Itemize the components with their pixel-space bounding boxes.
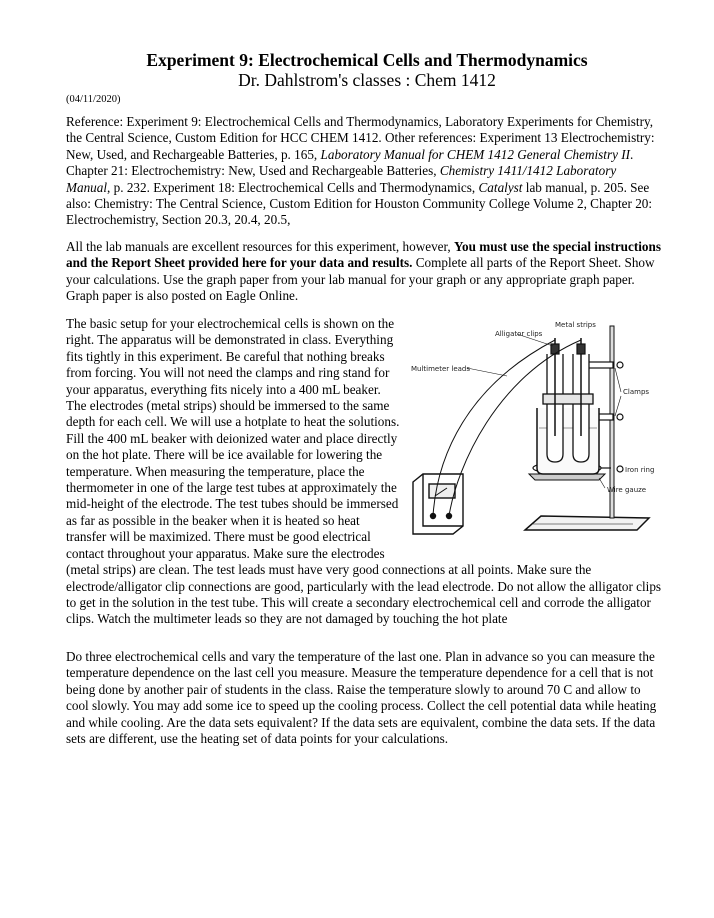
label-wire-gauze: Wire gauze — [607, 486, 647, 494]
reference-text: lab manual, p. 205. See also: Chemistry: The Central Science, Custom Edition for Houston Community College Volume 2, Chapter 20: Electrochemistry, Section 20.3, 20.4, 20.5, — [66, 179, 653, 228]
label-iron-ring: Iron ring — [625, 466, 655, 474]
page-subtitle: Dr. Dahlstrom's classes : Chem 1412 — [238, 70, 496, 90]
manuals-text: Complete all parts of the Report Sheet. Show your calculations. Use the graph paper from your lab manual for your graph or any appropriate graph paper. Graph paper is also posted on Eagle Online. — [66, 255, 655, 304]
manuals-text: All the lab manuals are excellent resources for this experiment, however, — [66, 239, 454, 254]
three-cells-paragraph — [66, 649, 663, 747]
stand-base — [525, 516, 649, 530]
reference-text: Reference: Experiment 9: Electrochemical Cells and Thermodynamics, Laboratory Experiments for Chemistry, the Central Science, Custom Edition for HCC CHEM 1412. Other references: Experiment 13 Electrochemistry: New, Used, and Rechargeable Batteries, p. 165, — [66, 114, 655, 162]
reference-text: , p. 232. Experiment 18: Electrochemical Cells and Thermodynamics, — [107, 179, 479, 195]
reference-paragraph — [66, 114, 663, 229]
page-title: Experiment 9: Electrochemical Cells and Thermodynamics — [146, 50, 588, 70]
reference-italic-catalyst: Catalyst — [478, 179, 523, 195]
lab-manuals-paragraph — [66, 239, 663, 305]
document-date: (04/11/2020) — [66, 94, 121, 105]
setup-paragraph — [66, 316, 663, 628]
label-multimeter-leads: Multimeter leads — [411, 365, 471, 373]
manuals-bold-instruction: You must use the special instructions and the Report Sheet provided here for your data and results. — [66, 239, 661, 271]
label-alligator-clips: Alligator clips — [495, 330, 543, 338]
label-clamps: Clamps — [623, 388, 650, 396]
reference-text: . Chapter 21: Electrochemistry: New, Used and Rechargeable Batteries, — [66, 146, 634, 179]
reference-italic-chem-manual: Chemistry 1411/1412 Laboratory Manual — [66, 163, 617, 195]
reference-italic-lab-manual: Laboratory Manual for CHEM 1412 General Chemistry II — [320, 146, 631, 162]
setup-text: The basic setup for your electrochemical cells is shown on the right. The apparatus will be demonstrated in class. Everything fits tightly in this experiment. Be careful that nothing breaks from forcing. You will not need the clamps and ring stand for your apparatus, everything fits nicely into a 400 mL beaker. The electrodes (metal strips) should be immersed to the same depth for each cell. We will use a hotplate to heat the solutions. Fill the 400 mL beaker with deionized water and place directly on the hot plate. There will be ice available for lowering the temperature. When measuring the temperature, place the thermometer in one of the large test tubes at approximately the mid-height of the electrode. The test tubes should be immersed as far as possible in the beaker when it is heated so heat transfer will be maximized. There must be good electrical contact throughout your apparatus. Make sure the electrodes (metal strips) are clean. The test leads must have very good connections at all points. Make sure the electrode/alligator clip connections are good, particularly with the lead electrode. Do not allow the alligator clips to get in the solution in the test tube. This will create a secondary electrochemical cell and corrode the alligator clips. Watch the multimeter leads so they are not damaged by touching the hot plate — [66, 316, 662, 627]
beaker-icon — [537, 408, 599, 474]
cells-text: Do three electrochemical cells and vary the temperature of the last one. Plan in advance so you can measure the temperature dependence on the last cell you measure. Measure the temperature dependence for a cell that is not being done by another pair of students in the class. Raise the temperature slowly to around 70 C and allow to cool slowly. You may add some ice to speed up the cooling process. Collect the cell potential data while heating and while cooling. Are the data sets equivalent? If the data sets are equivalent, combine the data sets. If the data sets are different, use the heating set of data points for your calculations. — [66, 649, 657, 747]
label-metal-strips: Metal strips — [555, 321, 596, 329]
wire-gauze-icon — [529, 474, 605, 480]
apparatus-diagram — [407, 316, 669, 551]
